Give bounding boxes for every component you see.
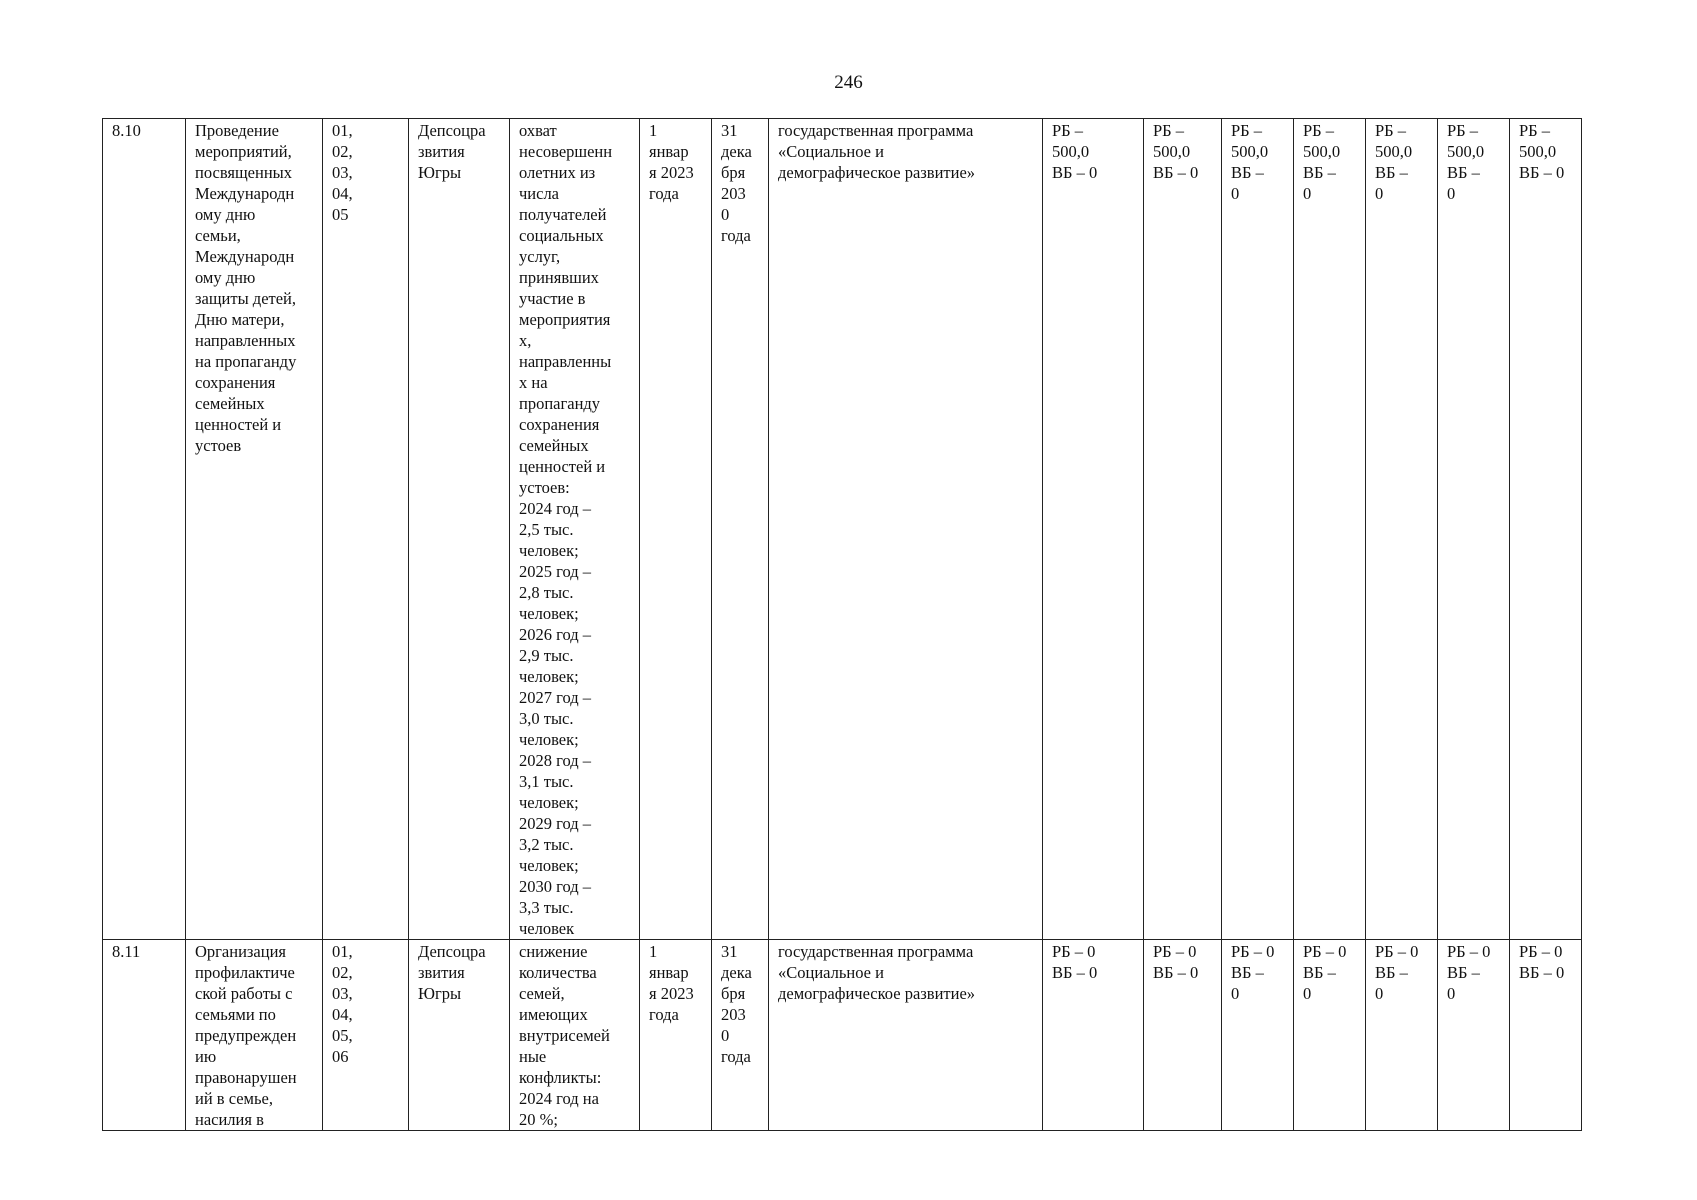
funding-cell: РБ – 0 ВБ – 0 [1144,940,1222,1131]
executor-cell: Депсоцра звития Югры [409,940,510,1131]
codes-cell: 01, 02, 03, 04, 05 [323,119,409,940]
table-row [103,940,1582,1131]
activity-name-cell: Организация профилактиче ской работы с семьями по предупрежден ию правонарушен ий в семье, насилия в [186,940,323,1131]
start-date-cell: 1 январ я 2023 года [640,940,712,1131]
funding-cell: РБ – 0 ВБ – 0 [1510,940,1582,1131]
funding-cell: РБ – 0 ВБ – 0 [1366,940,1438,1131]
indicator-cell: охват несовершенн олетних из числа получателей социальных услуг, принявших участие в мероприятия х, направленны х на пропаганду сохранения семейных ценностей и устоев: 2024 год – 2,5 тыс. человек; 2025 год – 2,8 тыс. человек; 2026 год – 2,9 тыс. человек; 2027 год – 3,0 тыс. человек; 2028 год – 3,1 тыс. человек; 2029 год – 3,2 тыс. человек; 2030 год – 3,3 тыс. человек [510,119,640,940]
end-date-cell: 31 дека бря 203 0 года [712,119,769,940]
table-row [103,119,1582,940]
funding-cell: РБ – 0 ВБ – 0 [1438,940,1510,1131]
funding-cell: РБ – 500,0 ВБ – 0 [1510,119,1582,940]
page-number: 246 [834,72,863,93]
activities-table [102,118,1582,1131]
funding-cell: РБ – 500,0 ВБ – 0 [1366,119,1438,940]
funding-cell: РБ – 500,0 ВБ – 0 [1438,119,1510,940]
program-cell: государственная программа «Социальное и демографическое развитие» [769,940,1043,1131]
executor-cell: Депсоцра звития Югры [409,119,510,940]
funding-cell: РБ – 500,0 ВБ – 0 [1043,119,1144,940]
row-number-cell: 8.10 [103,119,186,940]
codes-cell: 01, 02, 03, 04, 05, 06 [323,940,409,1131]
funding-cell: РБ – 500,0 ВБ – 0 [1294,119,1366,940]
funding-cell: РБ – 0 ВБ – 0 [1294,940,1366,1131]
funding-cell: РБ – 500,0 ВБ – 0 [1222,119,1294,940]
funding-cell: РБ – 0 ВБ – 0 [1043,940,1144,1131]
funding-cell: РБ – 0 ВБ – 0 [1222,940,1294,1131]
activity-name-cell: Проведение мероприятий, посвященных Международн ому дню семьи, Международн ому дню защиты детей, Дню матери, направленных на пропаганду сохранения семейных ценностей и устоев [186,119,323,940]
end-date-cell: 31 дека бря 203 0 года [712,940,769,1131]
row-number-cell: 8.11 [103,940,186,1131]
indicator-cell: снижение количества семей, имеющих внутрисемей ные конфликты: 2024 год на 20 %; [510,940,640,1131]
funding-cell: РБ – 500,0 ВБ – 0 [1144,119,1222,940]
start-date-cell: 1 январ я 2023 года [640,119,712,940]
program-cell: государственная программа «Социальное и демографическое развитие» [769,119,1043,940]
